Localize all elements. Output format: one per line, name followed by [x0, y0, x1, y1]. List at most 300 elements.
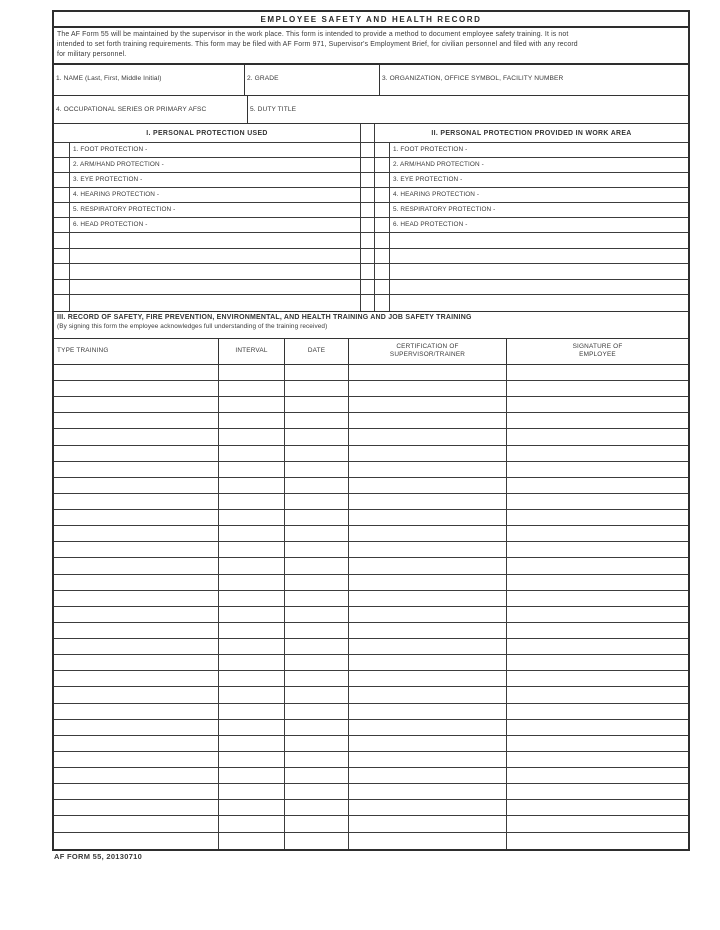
training-cell-type[interactable]: [54, 381, 218, 396]
protection-used-row: [54, 158, 360, 173]
training-cell-date[interactable]: [284, 397, 348, 412]
af-form-55: [52, 10, 690, 851]
training-cell-date[interactable]: [284, 768, 348, 783]
training-cell-signature[interactable]: [506, 655, 688, 670]
protection-used-blank-row[interactable]: [54, 280, 360, 296]
training-cell-date[interactable]: [284, 687, 348, 702]
protection-used-entry-box[interactable]: [54, 188, 70, 202]
section-protection-used: [54, 124, 360, 311]
training-cell-date[interactable]: [284, 575, 348, 590]
training-cell-signature[interactable]: [506, 607, 688, 622]
training-cell-date[interactable]: [284, 736, 348, 751]
training-cell-signature[interactable]: [506, 542, 688, 557]
protection-used-entry-box[interactable]: [54, 280, 70, 295]
training-cell-signature[interactable]: [506, 510, 688, 525]
training-cell-date[interactable]: [284, 446, 348, 461]
protection-used-entry-box[interactable]: [54, 203, 70, 217]
training-cell-date[interactable]: [284, 526, 348, 541]
training-cell-certification[interactable]: [348, 623, 506, 638]
training-cell-type[interactable]: [54, 768, 218, 783]
column-header-certification-line1: CERTIFICATION OF: [396, 343, 459, 351]
column-header-signature-line1: SIGNATURE OF: [572, 343, 623, 351]
training-cell-signature[interactable]: [506, 639, 688, 654]
training-cell-type[interactable]: [54, 639, 218, 654]
training-cell-signature[interactable]: [506, 494, 688, 509]
section-spacer-column: [360, 124, 375, 311]
protection-provided-entry-box[interactable]: [375, 249, 390, 264]
protection-provided-row: [375, 173, 688, 188]
training-cell-certification[interactable]: [348, 526, 506, 541]
protection-provided-row: [375, 203, 688, 218]
protection-used-row: [54, 173, 360, 188]
section3-header: [54, 312, 688, 339]
training-cell-signature[interactable]: [506, 704, 688, 719]
protection-used-blank-label: [70, 264, 360, 279]
training-cell-interval[interactable]: [218, 720, 284, 735]
training-cell-interval[interactable]: [218, 494, 284, 509]
column-header-interval-label: INTERVAL: [235, 347, 268, 355]
column-header-type-training-label: TYPE TRAINING: [57, 347, 109, 355]
protection-provided-entry-box[interactable]: [375, 280, 390, 295]
training-cell-interval[interactable]: [218, 446, 284, 461]
protection-used-entry-box[interactable]: [54, 295, 70, 311]
protection-used-blank-row[interactable]: [54, 233, 360, 249]
protection-provided-blank-label: [390, 233, 688, 248]
protection-provided-blank-label: [390, 264, 688, 279]
protection-provided-row: [375, 158, 688, 173]
training-cell-certification[interactable]: [348, 736, 506, 751]
training-cell-date[interactable]: [284, 800, 348, 815]
training-cell-interval[interactable]: [218, 542, 284, 557]
training-cell-type[interactable]: [54, 526, 218, 541]
training-cell-date[interactable]: [284, 365, 348, 380]
spacer-cell: [361, 203, 374, 218]
protection-used-blank-label: [70, 280, 360, 295]
training-cell-certification[interactable]: [348, 591, 506, 606]
grade-field-label: 2. GRADE: [247, 75, 279, 82]
training-cell-type[interactable]: [54, 462, 218, 477]
training-cell-certification[interactable]: [348, 558, 506, 573]
training-cell-type[interactable]: [54, 816, 218, 831]
training-cell-signature[interactable]: [506, 478, 688, 493]
training-cell-signature[interactable]: [506, 816, 688, 831]
protection-used-entry-box[interactable]: [54, 218, 70, 232]
training-cell-interval[interactable]: [218, 526, 284, 541]
protection-provided-blank-row[interactable]: [375, 280, 688, 296]
training-row: [54, 800, 688, 816]
training-cell-certification[interactable]: [348, 655, 506, 670]
training-cell-date[interactable]: [284, 591, 348, 606]
training-cell-type[interactable]: [54, 720, 218, 735]
training-cell-signature[interactable]: [506, 381, 688, 396]
training-cell-interval[interactable]: [218, 736, 284, 751]
protection-provided-label: 1. FOOT PROTECTION -: [393, 145, 468, 153]
training-cell-signature[interactable]: [506, 575, 688, 590]
protection-provided-label: 3. EYE PROTECTION -: [393, 175, 463, 183]
identity-fields-row: [54, 65, 688, 96]
protection-used-blank-row[interactable]: [54, 264, 360, 280]
training-row: [54, 655, 688, 671]
section3-subtitle: (By signing this form the employee acknowledges full understanding of the training received): [57, 323, 328, 331]
duty-title-field-label: 5. DUTY TITLE: [250, 106, 297, 113]
protection-provided-blank-row[interactable]: [375, 249, 688, 265]
grade-field[interactable]: [244, 65, 379, 95]
training-cell-certification[interactable]: [348, 381, 506, 396]
training-cell-type[interactable]: [54, 542, 218, 557]
training-cell-certification[interactable]: [348, 833, 506, 849]
training-cell-date[interactable]: [284, 655, 348, 670]
training-cell-interval[interactable]: [218, 623, 284, 638]
training-cell-certification[interactable]: [348, 413, 506, 428]
protection-used-entry-box[interactable]: [54, 233, 70, 248]
protection-used-row: [54, 143, 360, 158]
training-cell-certification[interactable]: [348, 575, 506, 590]
protection-used-row: [54, 188, 360, 203]
spacer-cell: [361, 124, 374, 143]
training-cell-signature[interactable]: [506, 833, 688, 849]
column-header-type-training: [54, 339, 218, 364]
training-cell-interval[interactable]: [218, 413, 284, 428]
training-cell-signature[interactable]: [506, 413, 688, 428]
training-cell-certification[interactable]: [348, 397, 506, 412]
spacer-cell: [361, 295, 374, 311]
training-cell-date[interactable]: [284, 413, 348, 428]
training-table-header: [54, 339, 688, 365]
training-cell-date[interactable]: [284, 607, 348, 622]
training-row: [54, 462, 688, 478]
training-row: [54, 526, 688, 542]
training-cell-date[interactable]: [284, 558, 348, 573]
training-cell-type[interactable]: [54, 365, 218, 380]
training-cell-type[interactable]: [54, 607, 218, 622]
protection-used-blank-row[interactable]: [54, 295, 360, 311]
training-cell-type[interactable]: [54, 784, 218, 799]
protection-used-label: 1. FOOT PROTECTION -: [73, 145, 148, 153]
training-cell-type[interactable]: [54, 671, 218, 686]
protection-used-blank-label: [70, 249, 360, 264]
protection-used-blank-row[interactable]: [54, 249, 360, 265]
training-cell-certification[interactable]: [348, 704, 506, 719]
spacer-cell: [361, 264, 374, 280]
training-cell-signature[interactable]: [506, 591, 688, 606]
protection-provided-row: [375, 188, 688, 203]
protection-used-entry-box[interactable]: [54, 158, 70, 172]
training-table-body: [54, 365, 688, 849]
occupational-series-field-label: 4. OCCUPATIONAL SERIES OR PRIMARY AFSC: [56, 106, 207, 113]
protection-provided-entry-box[interactable]: [375, 143, 390, 157]
protection-provided-row: [375, 143, 688, 158]
protection-provided-entry-box[interactable]: [375, 295, 390, 311]
training-cell-date[interactable]: [284, 704, 348, 719]
protection-provided-entry-box[interactable]: [375, 158, 390, 172]
training-cell-certification[interactable]: [348, 784, 506, 799]
section3-title: III. RECORD OF SAFETY, FIRE PREVENTION, ENVIRONMENTAL, AND HEALTH TRAINING AND JOB SAFETY TRAINING: [57, 314, 472, 322]
training-cell-date[interactable]: [284, 833, 348, 849]
training-cell-date[interactable]: [284, 510, 348, 525]
column-header-certification-line2: SUPERVISOR/TRAINER: [389, 351, 466, 359]
training-cell-date[interactable]: [284, 429, 348, 444]
protection-provided-entry-box[interactable]: [375, 188, 390, 202]
section1-rows: [54, 143, 360, 311]
training-cell-date[interactable]: [284, 671, 348, 686]
form-instructions: [54, 28, 688, 65]
training-cell-certification[interactable]: [348, 510, 506, 525]
training-cell-interval[interactable]: [218, 784, 284, 799]
training-row: [54, 784, 688, 800]
training-cell-interval[interactable]: [218, 478, 284, 493]
training-cell-certification[interactable]: [348, 478, 506, 493]
training-cell-date[interactable]: [284, 639, 348, 654]
protection-provided-label: 2. ARM/HAND PROTECTION -: [393, 160, 484, 168]
training-cell-interval[interactable]: [218, 575, 284, 590]
protection-used-label: 3. EYE PROTECTION -: [73, 175, 143, 183]
training-cell-type[interactable]: [54, 591, 218, 606]
protection-used-label: 4. HEARING PROTECTION -: [73, 190, 160, 198]
training-cell-type[interactable]: [54, 558, 218, 573]
protection-provided-entry-box[interactable]: [375, 233, 390, 248]
training-row: [54, 752, 688, 768]
protection-used-row: [54, 218, 360, 233]
training-row: [54, 510, 688, 526]
training-cell-certification[interactable]: [348, 365, 506, 380]
training-row: [54, 478, 688, 494]
training-cell-certification[interactable]: [348, 462, 506, 477]
training-cell-type[interactable]: [54, 478, 218, 493]
instructions-line-3: for military personnel.: [57, 51, 127, 58]
spacer-cell: [361, 280, 374, 296]
training-cell-type[interactable]: [54, 736, 218, 751]
training-cell-signature[interactable]: [506, 462, 688, 477]
protection-sections: [54, 124, 688, 312]
training-row: [54, 494, 688, 510]
training-cell-type[interactable]: [54, 397, 218, 412]
protection-provided-entry-box[interactable]: [375, 203, 390, 217]
protection-provided-blank-row[interactable]: [375, 233, 688, 249]
protection-used-row: [54, 203, 360, 218]
training-cell-interval[interactable]: [218, 591, 284, 606]
training-cell-interval[interactable]: [218, 510, 284, 525]
protection-provided-blank-row[interactable]: [375, 264, 688, 280]
section2-rows: [375, 143, 688, 311]
spacer-cell: [361, 143, 374, 158]
training-cell-signature[interactable]: [506, 736, 688, 751]
training-row: [54, 671, 688, 687]
duty-title-field[interactable]: [247, 96, 688, 123]
name-field[interactable]: [54, 65, 244, 95]
column-header-interval: [218, 339, 284, 364]
training-row: [54, 558, 688, 574]
training-row: [54, 591, 688, 607]
training-cell-date[interactable]: [284, 462, 348, 477]
training-cell-certification[interactable]: [348, 542, 506, 557]
protection-used-blank-label: [70, 295, 360, 311]
protection-provided-entry-box[interactable]: [375, 218, 390, 232]
training-cell-type[interactable]: [54, 704, 218, 719]
training-cell-interval[interactable]: [218, 639, 284, 654]
protection-used-label: 6. HEAD PROTECTION -: [73, 220, 148, 228]
training-row: [54, 429, 688, 445]
training-cell-type[interactable]: [54, 833, 218, 849]
training-row: [54, 720, 688, 736]
training-cell-certification[interactable]: [348, 687, 506, 702]
protection-provided-entry-box[interactable]: [375, 264, 390, 279]
protection-provided-label: 4. HEARING PROTECTION -: [393, 190, 480, 198]
protection-used-entry-box[interactable]: [54, 173, 70, 187]
training-cell-interval[interactable]: [218, 558, 284, 573]
training-cell-certification[interactable]: [348, 720, 506, 735]
training-row: [54, 413, 688, 429]
training-cell-type[interactable]: [54, 655, 218, 670]
training-cell-date[interactable]: [284, 816, 348, 831]
training-cell-signature[interactable]: [506, 768, 688, 783]
training-cell-certification[interactable]: [348, 446, 506, 461]
protection-used-entry-box[interactable]: [54, 264, 70, 279]
training-cell-date[interactable]: [284, 720, 348, 735]
training-row: [54, 768, 688, 784]
occupational-series-field[interactable]: [54, 96, 247, 123]
training-cell-interval[interactable]: [218, 429, 284, 444]
column-header-signature: [506, 339, 688, 364]
training-row: [54, 575, 688, 591]
training-cell-interval[interactable]: [218, 704, 284, 719]
training-cell-certification[interactable]: [348, 671, 506, 686]
training-cell-signature[interactable]: [506, 720, 688, 735]
training-row: [54, 736, 688, 752]
training-cell-interval[interactable]: [218, 816, 284, 831]
spacer-cell: [361, 218, 374, 233]
training-cell-certification[interactable]: [348, 639, 506, 654]
training-cell-signature[interactable]: [506, 397, 688, 412]
section2-header: II. PERSONAL PROTECTION PROVIDED IN WORK AREA: [375, 124, 688, 143]
organization-field[interactable]: [379, 65, 688, 95]
training-cell-type[interactable]: [54, 494, 218, 509]
training-cell-date[interactable]: [284, 752, 348, 767]
training-row: [54, 446, 688, 462]
protection-used-label: 2. ARM/HAND PROTECTION -: [73, 160, 164, 168]
training-cell-interval[interactable]: [218, 687, 284, 702]
training-cell-signature[interactable]: [506, 558, 688, 573]
protection-provided-label: 6. HEAD PROTECTION -: [393, 220, 468, 228]
training-cell-certification[interactable]: [348, 752, 506, 767]
training-cell-interval[interactable]: [218, 607, 284, 622]
training-cell-type[interactable]: [54, 687, 218, 702]
training-cell-type[interactable]: [54, 800, 218, 815]
training-cell-interval[interactable]: [218, 671, 284, 686]
training-row: [54, 687, 688, 703]
training-row: [54, 833, 688, 849]
protection-used-label: 5. RESPIRATORY PROTECTION -: [73, 205, 176, 213]
protection-provided-label: 5. RESPIRATORY PROTECTION -: [393, 205, 496, 213]
protection-provided-blank-row[interactable]: [375, 295, 688, 311]
training-cell-interval[interactable]: [218, 800, 284, 815]
training-cell-signature[interactable]: [506, 671, 688, 686]
protection-provided-blank-label: [390, 280, 688, 295]
training-cell-date[interactable]: [284, 542, 348, 557]
spacer-cell: [361, 233, 374, 249]
instructions-line-1: The AF Form 55 will be maintained by the supervisor in the work place. This form is intended to provide a method to document employee safety training. It is not: [57, 31, 569, 38]
training-cell-interval[interactable]: [218, 397, 284, 412]
spacer-cell: [361, 158, 374, 173]
training-cell-type[interactable]: [54, 510, 218, 525]
training-cell-signature[interactable]: [506, 784, 688, 799]
protection-provided-blank-label: [390, 295, 688, 311]
training-cell-certification[interactable]: [348, 429, 506, 444]
training-cell-type[interactable]: [54, 575, 218, 590]
training-row: [54, 623, 688, 639]
training-cell-date[interactable]: [284, 478, 348, 493]
spacer-cell: [361, 188, 374, 203]
training-row: [54, 607, 688, 623]
training-row: [54, 542, 688, 558]
training-cell-interval[interactable]: [218, 752, 284, 767]
training-cell-signature[interactable]: [506, 687, 688, 702]
spacer-cell: [361, 173, 374, 188]
instructions-line-2: intended to set forth training requirements. This form may be filed with AF Form 971, Supervisor's Employment Brief, for civilian personnel and filed with any record: [57, 41, 578, 48]
training-cell-certification[interactable]: [348, 816, 506, 831]
training-cell-interval[interactable]: [218, 462, 284, 477]
form-title: EMPLOYEE SAFETY AND HEALTH RECORD: [54, 12, 688, 28]
protection-used-entry-box[interactable]: [54, 249, 70, 264]
training-cell-signature[interactable]: [506, 800, 688, 815]
training-row: [54, 704, 688, 720]
training-cell-certification[interactable]: [348, 768, 506, 783]
training-cell-interval[interactable]: [218, 381, 284, 396]
section-protection-provided: [375, 124, 688, 311]
column-header-certification: [348, 339, 506, 364]
training-cell-type[interactable]: [54, 623, 218, 638]
protection-provided-blank-label: [390, 249, 688, 264]
training-cell-date[interactable]: [284, 494, 348, 509]
protection-provided-row: [375, 218, 688, 233]
training-cell-certification[interactable]: [348, 494, 506, 509]
form-number: AF FORM 55, 20130710: [54, 852, 143, 861]
training-cell-date[interactable]: [284, 784, 348, 799]
training-cell-interval[interactable]: [218, 365, 284, 380]
organization-field-label: 3. ORGANIZATION, OFFICE SYMBOL, FACILITY NUMBER: [382, 75, 564, 82]
training-cell-signature[interactable]: [506, 623, 688, 638]
duty-fields-row: [54, 96, 688, 124]
training-cell-type[interactable]: [54, 752, 218, 767]
training-row: [54, 816, 688, 832]
training-cell-signature[interactable]: [506, 365, 688, 380]
section1-header: I. PERSONAL PROTECTION USED: [54, 124, 360, 143]
training-cell-type[interactable]: [54, 429, 218, 444]
training-cell-signature[interactable]: [506, 429, 688, 444]
protection-used-entry-box[interactable]: [54, 143, 70, 157]
column-header-signature-line2: EMPLOYEE: [579, 351, 616, 359]
training-cell-interval[interactable]: [218, 833, 284, 849]
training-row: [54, 365, 688, 381]
spacer-cell: [361, 249, 374, 265]
training-cell-interval[interactable]: [218, 768, 284, 783]
training-cell-interval[interactable]: [218, 655, 284, 670]
training-cell-certification[interactable]: [348, 607, 506, 622]
training-cell-signature[interactable]: [506, 526, 688, 541]
training-row: [54, 381, 688, 397]
training-cell-date[interactable]: [284, 623, 348, 638]
training-cell-signature[interactable]: [506, 446, 688, 461]
training-cell-certification[interactable]: [348, 800, 506, 815]
training-cell-date[interactable]: [284, 381, 348, 396]
training-row: [54, 397, 688, 413]
training-cell-type[interactable]: [54, 446, 218, 461]
name-field-label: 1. NAME (Last, First, Middle Initial): [56, 75, 162, 82]
training-cell-signature[interactable]: [506, 752, 688, 767]
column-header-date-label: DATE: [307, 347, 326, 355]
training-row: [54, 639, 688, 655]
protection-provided-entry-box[interactable]: [375, 173, 390, 187]
training-cell-type[interactable]: [54, 413, 218, 428]
